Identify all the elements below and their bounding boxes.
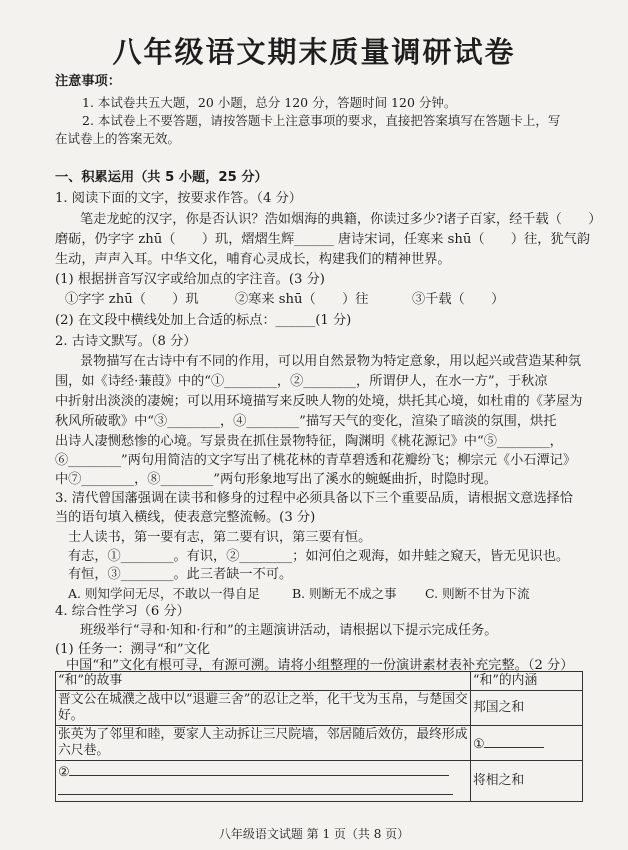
story-cell <box>56 761 471 802</box>
q3-option-a: A. 则知学问无尽，不敢以一得自足 <box>68 586 260 601</box>
section-heading: 一、积累运用（共 5 小题，25 分） <box>55 170 268 185</box>
q3-option-b: B. 则断无不成之事 <box>292 586 397 601</box>
q3-option-c: C. 则断不甘为下流 <box>425 586 530 601</box>
q1-passage-line: 生动，声声入耳。中华文化，哺育心灵成长，构建我们的精神世界。 <box>55 252 451 267</box>
answer-blank <box>58 781 453 795</box>
q4-task1: (1) 任务一：溯寻“和”文化 <box>55 642 211 657</box>
q1-sub2: (2) 在文段中横线处加上合适的标点：______(1 分) <box>55 313 352 328</box>
q3-passage-line: 有恒，③________。此三者缺一不可。 <box>68 567 293 582</box>
q3-passage-line: 有志，①________。有识，②________；如河伯之观海，如井蛙之窥天，皆无见识也。 <box>68 549 570 564</box>
q2-passage-line: 围，如《诗经·蒹葭》中的“①________，②________，所谓伊人，在水一方”，于秋凉 <box>55 374 548 389</box>
q4-prompt: 4. 综合性学习（6 分） <box>55 604 190 619</box>
meaning-cell: 邦国之和 <box>471 691 583 726</box>
table-row <box>56 726 583 761</box>
story-cell: 晋文公在城濮之战中以“退避三舍”的忍让之举，化干戈为玉帛，与楚国交好。 <box>56 691 471 726</box>
notice-item: 1. 本试卷共五大题，20 小题，总分 120 分，答题时间 120 分钟。 <box>82 95 457 110</box>
q1-prompt: 1. 阅读下面的文字，按要求作答。（4 分） <box>55 191 302 206</box>
answer-blank <box>484 734 544 748</box>
q3-passage-line: 士人读书，第一要有志，第二要有识，第三要有恒。 <box>68 530 372 545</box>
q2-passage-line: 中⑦________，⑧________”两句形象地写出了溪水的蜿蜒曲折，时隐时现。 <box>55 472 497 487</box>
q1-passage-line: 笔走龙蛇的汉字，你是否认识？浩如烟海的典籍，你读过多少?诸子百家，经千载（ ） <box>80 212 602 227</box>
q3-prompt: 当的语句填入横线，使表意完整流畅。(3 分) <box>55 510 316 525</box>
blank-label: ① <box>473 736 485 752</box>
table-row <box>56 691 583 726</box>
notice-item: 2. 本试卷上不要答题，请按答题卡上注意事项的要求，直接把答案填写在答题卡上，写 <box>82 113 561 128</box>
exam-title: 八年级语文期末质量调研试卷 <box>112 35 516 69</box>
q2-passage-line: 出诗人凄恻愁惨的心境。写景贵在抓住景物特征，陶渊明《桃花源记》中“⑤________， <box>55 434 563 449</box>
q2-passage-line: ⑥________”两句用简洁的文字写出了桃花林的青草碧透和花瓣纷飞；柳宗元《小石潭记》 <box>55 453 577 468</box>
q1-sub1: (1) 根据拼音写汉字或给加点的字注音。(3 分) <box>55 272 325 287</box>
q1-sub1-item: ②寒来 shū（ ）往 <box>235 292 369 307</box>
q3-prompt: 3. 清代曾国藩强调在读书和修身的过程中必须具备以下三个重要品质，请根据文意选择恰 <box>55 491 573 506</box>
q4-task1-desc: 中国“和”文化有根可寻，有源可溯。请将小组整理的一份演讲素材表补充完整。（2 分） <box>66 658 574 673</box>
notice-heading: 注意事项： <box>55 74 121 89</box>
meaning-cell: 将相之和 <box>471 761 583 802</box>
q1-sub1-item: ①字字 zhū（ ）玑 <box>65 292 199 307</box>
q2-prompt: 2. 古诗文默写。（8 分） <box>55 334 197 349</box>
q1-sub1-item: ③千载（ ） <box>412 292 505 307</box>
blank-label: ② <box>58 765 70 780</box>
q2-passage-line: 景物描写在古诗中有不同的作用，可以用自然景物为特定意象，用以起兴或营造某种氛 <box>80 354 582 369</box>
q4-intro: 班级举行“寻和·知和·行和”的主题演讲活动，请根据以下提示完成任务。 <box>80 623 498 638</box>
material-table <box>55 671 583 802</box>
notice-item: 在试卷上的答案无效。 <box>55 131 181 146</box>
story-cell: 张英为了邻里和睦，要家人主动拆让三尺院墙，邻居随后效仿，最终形成六尺巷。 <box>56 726 471 761</box>
q1-passage-line: 磨砺，仍字字 zhū（ ）玑，熠熠生辉______ 唐诗宋词，任寒来 shū（ ）往，犹气韵 <box>55 232 591 247</box>
q2-passage-line: 中折射出淡淡的凄婉；可以用环境描写来反映人物的处境，烘托其心境，如杜甫的《茅屋为 <box>55 394 583 409</box>
table-header-row <box>56 672 583 691</box>
header-meaning: “和”的内涵 <box>471 672 583 691</box>
q2-passage-line: 秋风所破歌》中“③________，④________”描写天气的变化，渲染了暗淡的氛围，烘托 <box>55 414 557 429</box>
header-story: “和”的故事 <box>56 672 471 691</box>
page-footer: 八年级语文试题 第 1 页（共 8 页） <box>218 827 410 841</box>
meaning-cell <box>471 726 583 761</box>
table-row <box>56 761 583 802</box>
answer-blank <box>69 762 449 776</box>
